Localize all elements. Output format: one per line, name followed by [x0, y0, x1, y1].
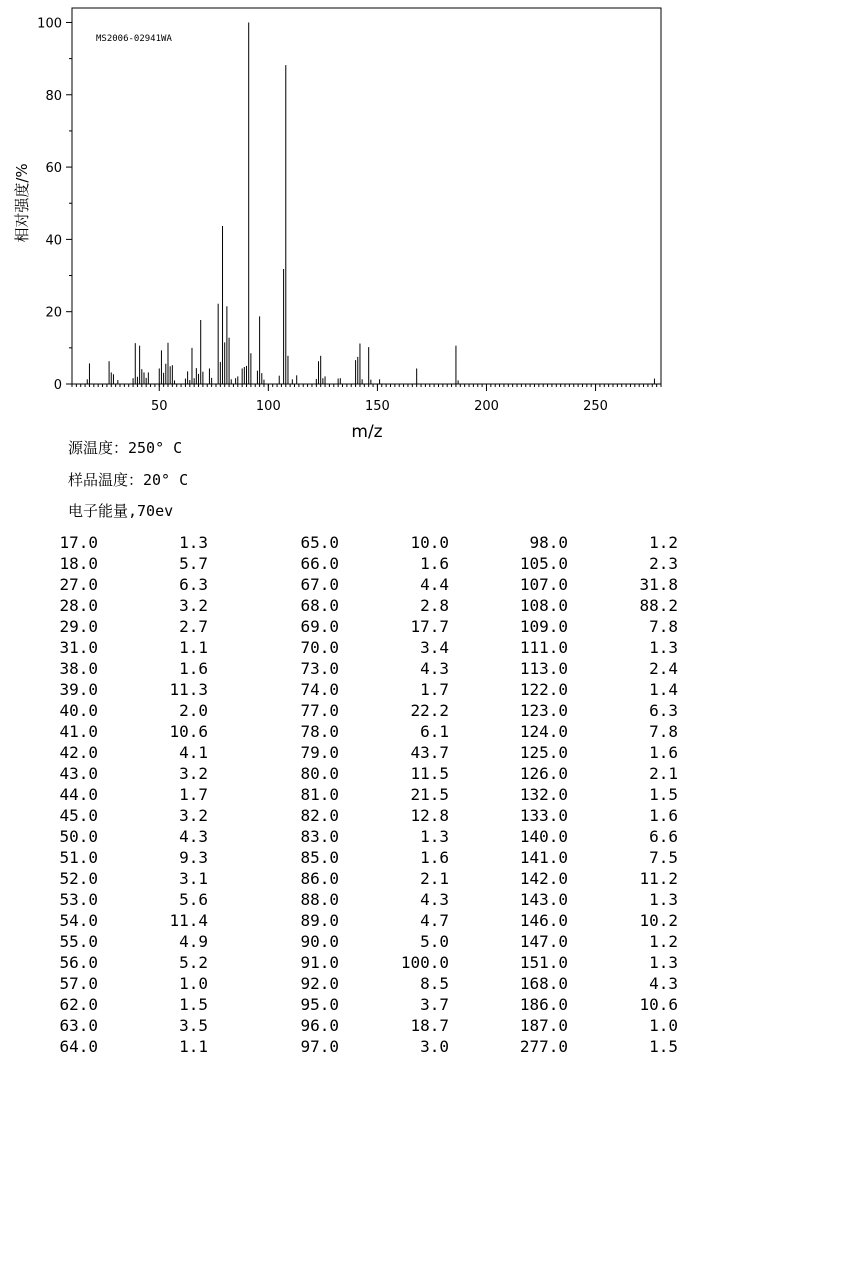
table-intensity-cell: 5.7 — [179, 554, 208, 573]
table-mz-cell: 92.0 — [300, 974, 339, 993]
table-intensity-cell: 2.4 — [649, 659, 678, 678]
table-intensity-cell: 21.5 — [410, 785, 449, 804]
table-mz-cell: 77.0 — [300, 701, 339, 720]
mass-spectrum-chart — [0, 0, 850, 450]
table-mz-cell: 50.0 — [59, 827, 98, 846]
table-mz-cell: 51.0 — [59, 848, 98, 867]
table-mz-cell: 124.0 — [519, 722, 568, 741]
table-intensity-cell: 1.6 — [420, 848, 449, 867]
table-mz-cell: 86.0 — [300, 869, 339, 888]
table-mz-cell: 78.0 — [300, 722, 339, 741]
table-intensity-cell: 6.6 — [649, 827, 678, 846]
table-mz-cell: 111.0 — [519, 638, 568, 657]
table-mz-cell: 52.0 — [59, 869, 98, 888]
y-tick-label: 20 — [45, 305, 62, 321]
table-mz-cell: 28.0 — [59, 596, 98, 615]
table-intensity-cell: 4.3 — [420, 890, 449, 909]
table-intensity-cell: 4.3 — [179, 827, 208, 846]
table-mz-cell: 168.0 — [519, 974, 568, 993]
table-intensity-cell: 3.5 — [179, 1016, 208, 1035]
table-mz-cell: 31.0 — [59, 638, 98, 657]
y-tick-label: 40 — [45, 233, 62, 249]
table-mz-cell: 55.0 — [59, 932, 98, 951]
table-mz-cell: 82.0 — [300, 806, 339, 825]
table-intensity-cell: 43.7 — [410, 743, 449, 762]
table-intensity-cell: 2.3 — [649, 554, 678, 573]
table-mz-cell: 88.0 — [300, 890, 339, 909]
table-mz-cell: 54.0 — [59, 911, 98, 930]
table-mz-cell: 57.0 — [59, 974, 98, 993]
table-intensity-cell: 88.2 — [639, 596, 678, 615]
x-tick-label: 250 — [583, 399, 608, 414]
table-intensity-cell: 3.2 — [179, 596, 208, 615]
sample-id-label: MS2006-02941WA — [96, 34, 172, 44]
table-intensity-cell: 1.6 — [649, 806, 678, 825]
table-intensity-cell: 10.0 — [410, 533, 449, 552]
table-intensity-cell: 6.3 — [649, 701, 678, 720]
table-intensity-cell: 1.4 — [649, 680, 678, 699]
table-mz-cell: 109.0 — [519, 617, 568, 636]
x-tick-label: 150 — [364, 399, 390, 414]
table-mz-cell: 65.0 — [300, 533, 339, 552]
table-intensity-cell: 1.0 — [179, 974, 208, 993]
table-intensity-cell: 9.3 — [179, 848, 208, 867]
table-mz-cell: 68.0 — [300, 596, 339, 615]
table-intensity-cell: 2.7 — [179, 617, 208, 636]
table-mz-cell: 108.0 — [519, 596, 568, 615]
table-mz-cell: 41.0 — [59, 722, 98, 741]
table-intensity-cell: 3.0 — [420, 1037, 449, 1056]
table-intensity-cell: 31.8 — [639, 575, 678, 594]
x-tick-label: 200 — [474, 399, 499, 414]
table-mz-cell: 80.0 — [300, 764, 339, 783]
table-intensity-cell: 1.3 — [649, 638, 678, 657]
table-mz-cell: 91.0 — [300, 953, 339, 972]
table-intensity-cell: 4.3 — [649, 974, 678, 993]
table-mz-cell: 151.0 — [519, 953, 568, 972]
table-intensity-cell: 5.0 — [420, 932, 449, 951]
electron-energy: 电子能量,70ev — [68, 502, 174, 520]
table-intensity-cell: 10.2 — [639, 911, 678, 930]
table-mz-cell: 277.0 — [519, 1037, 568, 1056]
table-mz-cell: 45.0 — [59, 806, 98, 825]
table-intensity-cell: 2.0 — [179, 701, 208, 720]
spectrum-peaks — [87, 22, 654, 384]
table-mz-cell: 74.0 — [300, 680, 339, 699]
table-intensity-cell: 7.5 — [649, 848, 678, 867]
table-intensity-cell: 6.3 — [179, 575, 208, 594]
x-tick-label: 50 — [150, 399, 168, 414]
table-mz-cell: 29.0 — [59, 617, 98, 636]
table-intensity-cell: 1.3 — [649, 890, 678, 909]
table-intensity-cell: 4.1 — [179, 743, 208, 762]
table-intensity-cell: 3.4 — [420, 638, 449, 657]
axis-tick-labels — [37, 16, 608, 414]
table-mz-cell: 44.0 — [59, 785, 98, 804]
sample-temperature: 样品温度：20° C — [68, 471, 189, 489]
table-intensity-cell: 2.8 — [420, 596, 449, 615]
table-intensity-cell: 1.5 — [649, 1037, 678, 1056]
table-intensity-cell: 1.2 — [649, 533, 678, 552]
x-tick-label: 100 — [255, 399, 281, 414]
table-intensity-cell: 3.2 — [179, 764, 208, 783]
table-mz-cell: 42.0 — [59, 743, 98, 762]
table-intensity-cell: 10.6 — [169, 722, 208, 741]
table-mz-cell: 69.0 — [300, 617, 339, 636]
table-intensity-cell: 1.6 — [179, 659, 208, 678]
table-mz-cell: 98.0 — [529, 533, 568, 552]
table-mz-cell: 17.0 — [59, 533, 98, 552]
table-mz-cell: 186.0 — [519, 995, 568, 1014]
table-mz-cell: 53.0 — [59, 890, 98, 909]
table-mz-cell: 97.0 — [300, 1037, 339, 1056]
y-tick-label: 100 — [37, 16, 62, 32]
table-intensity-cell: 3.7 — [420, 995, 449, 1014]
table-intensity-cell: 1.3 — [420, 827, 449, 846]
table-mz-cell: 141.0 — [519, 848, 568, 867]
table-mz-cell: 81.0 — [300, 785, 339, 804]
axis-major-ticks — [66, 22, 596, 391]
table-mz-cell: 133.0 — [519, 806, 568, 825]
table-mz-cell: 62.0 — [59, 995, 98, 1014]
table-intensity-cell: 5.6 — [179, 890, 208, 909]
table-intensity-cell: 7.8 — [649, 722, 678, 741]
table-intensity-cell: 2.1 — [420, 869, 449, 888]
table-mz-cell: 147.0 — [519, 932, 568, 951]
table-intensity-cell: 1.1 — [179, 1037, 208, 1056]
table-intensity-cell: 11.3 — [169, 680, 208, 699]
table-intensity-cell: 6.1 — [420, 722, 449, 741]
table-mz-cell: 126.0 — [519, 764, 568, 783]
table-mz-cell: 85.0 — [300, 848, 339, 867]
table-mz-cell: 18.0 — [59, 554, 98, 573]
table-intensity-cell: 4.7 — [420, 911, 449, 930]
table-mz-cell: 40.0 — [59, 701, 98, 720]
table-intensity-cell: 8.5 — [420, 974, 449, 993]
x-axis-label: m/z — [351, 422, 383, 442]
table-mz-cell: 96.0 — [300, 1016, 339, 1035]
table-intensity-cell: 1.3 — [179, 533, 208, 552]
table-mz-cell: 146.0 — [519, 911, 568, 930]
table-intensity-cell: 1.7 — [420, 680, 449, 699]
table-mz-cell: 79.0 — [300, 743, 339, 762]
table-intensity-cell: 1.6 — [420, 554, 449, 573]
table-mz-cell: 125.0 — [519, 743, 568, 762]
table-intensity-cell: 5.2 — [179, 953, 208, 972]
table-mz-cell: 38.0 — [59, 659, 98, 678]
table-intensity-cell: 11.4 — [169, 911, 208, 930]
table-intensity-cell: 1.1 — [179, 638, 208, 657]
table-mz-cell: 67.0 — [300, 575, 339, 594]
table-intensity-cell: 1.7 — [179, 785, 208, 804]
table-mz-cell: 132.0 — [519, 785, 568, 804]
table-mz-cell: 56.0 — [59, 953, 98, 972]
y-axis-label: 相对强度/% — [13, 163, 31, 243]
table-mz-cell: 107.0 — [519, 575, 568, 594]
table-intensity-cell: 1.5 — [649, 785, 678, 804]
table-intensity-cell: 10.6 — [639, 995, 678, 1014]
plot-frame — [72, 8, 661, 384]
table-intensity-cell: 4.3 — [420, 659, 449, 678]
table-intensity-cell: 18.7 — [410, 1016, 449, 1035]
y-tick-label: 0 — [53, 378, 62, 393]
table-mz-cell: 83.0 — [300, 827, 339, 846]
table-mz-cell: 89.0 — [300, 911, 339, 930]
table-mz-cell: 113.0 — [519, 659, 568, 678]
table-intensity-cell: 4.9 — [179, 932, 208, 951]
table-mz-cell: 105.0 — [519, 554, 568, 573]
table-mz-cell: 70.0 — [300, 638, 339, 657]
table-mz-cell: 63.0 — [59, 1016, 98, 1035]
table-mz-cell: 66.0 — [300, 554, 339, 573]
table-mz-cell: 39.0 — [59, 680, 98, 699]
table-intensity-cell: 17.7 — [410, 617, 449, 636]
table-mz-cell: 43.0 — [59, 764, 98, 783]
y-tick-label: 60 — [45, 161, 62, 177]
table-mz-cell: 187.0 — [519, 1016, 568, 1035]
table-mz-cell: 73.0 — [300, 659, 339, 678]
table-intensity-cell: 2.1 — [649, 764, 678, 783]
table-intensity-cell: 22.2 — [410, 701, 449, 720]
table-mz-cell: 90.0 — [300, 932, 339, 951]
table-intensity-cell: 1.5 — [179, 995, 208, 1014]
table-mz-cell: 140.0 — [519, 827, 568, 846]
table-intensity-cell: 1.3 — [649, 953, 678, 972]
table-intensity-cell: 11.5 — [410, 764, 449, 783]
table-mz-cell: 123.0 — [519, 701, 568, 720]
table-intensity-cell: 11.2 — [639, 869, 678, 888]
table-intensity-cell: 7.8 — [649, 617, 678, 636]
table-intensity-cell: 4.4 — [420, 575, 449, 594]
table-mz-cell: 122.0 — [519, 680, 568, 699]
table-intensity-cell: 3.2 — [179, 806, 208, 825]
table-mz-cell: 142.0 — [519, 869, 568, 888]
table-intensity-cell: 1.2 — [649, 932, 678, 951]
table-mz-cell: 143.0 — [519, 890, 568, 909]
source-temperature: 源温度：250° C — [68, 439, 183, 457]
table-mz-cell: 64.0 — [59, 1037, 98, 1056]
table-mz-cell: 95.0 — [300, 995, 339, 1014]
table-intensity-cell: 100.0 — [400, 953, 449, 972]
table-intensity-cell: 1.6 — [649, 743, 678, 762]
table-intensity-cell: 12.8 — [410, 806, 449, 825]
table-intensity-cell: 1.0 — [649, 1016, 678, 1035]
table-mz-cell: 27.0 — [59, 575, 98, 594]
table-intensity-cell: 3.1 — [179, 869, 208, 888]
y-tick-label: 80 — [45, 88, 62, 104]
